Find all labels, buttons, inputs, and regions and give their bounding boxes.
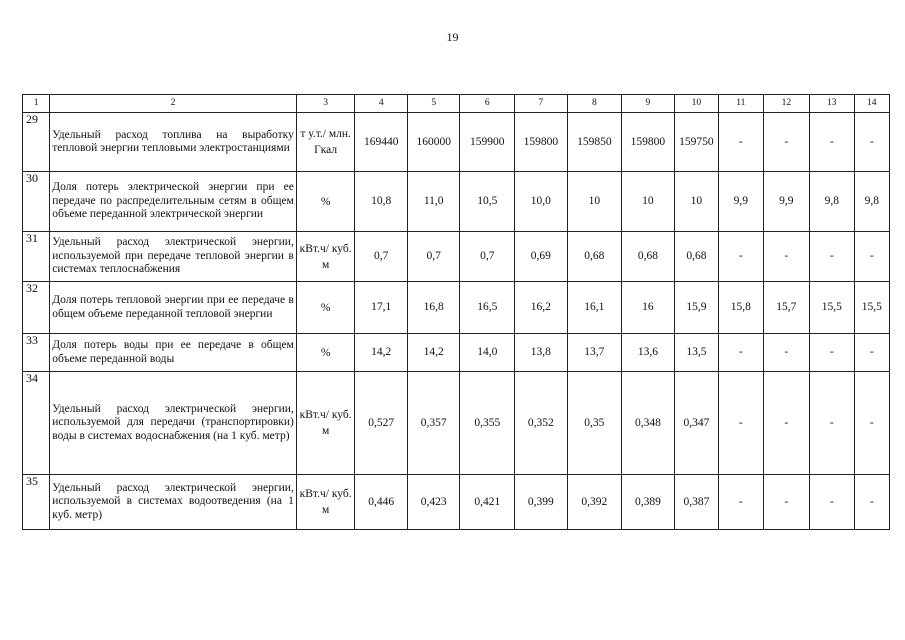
value-cell: 13,5 bbox=[674, 334, 718, 372]
indicator-name: Доля потерь воды при ее передаче в общем объеме переданной воды bbox=[50, 334, 297, 372]
value-cell: 0,68 bbox=[567, 232, 622, 282]
column-number: 4 bbox=[355, 95, 408, 113]
value-cell: 15,9 bbox=[674, 282, 718, 334]
value-cell: 16 bbox=[622, 282, 675, 334]
value-cell: 0,7 bbox=[407, 232, 460, 282]
value-cell: - bbox=[810, 372, 854, 475]
page-number: 19 bbox=[446, 30, 459, 44]
value-cell: 9,9 bbox=[763, 172, 809, 232]
column-number: 6 bbox=[460, 95, 515, 113]
column-number: 7 bbox=[515, 95, 568, 113]
value-cell: 15,5 bbox=[854, 282, 890, 334]
column-number: 5 bbox=[407, 95, 460, 113]
value-cell: - bbox=[854, 334, 890, 372]
value-cell: 0,68 bbox=[674, 232, 718, 282]
table-row bbox=[23, 172, 890, 232]
value-cell: - bbox=[854, 113, 890, 172]
value-cell: 10 bbox=[674, 172, 718, 232]
value-cell: 13,6 bbox=[622, 334, 675, 372]
value-cell: - bbox=[810, 113, 854, 172]
unit-cell: % bbox=[296, 172, 355, 232]
value-cell: 0,68 bbox=[622, 232, 675, 282]
column-number: 14 bbox=[854, 95, 890, 113]
table-row bbox=[23, 113, 890, 172]
value-cell: - bbox=[810, 475, 854, 530]
value-cell: - bbox=[854, 232, 890, 282]
table-row bbox=[23, 475, 890, 530]
table-row bbox=[23, 372, 890, 475]
value-cell: 0,352 bbox=[515, 372, 568, 475]
value-cell: 0,421 bbox=[460, 475, 515, 530]
value-cell: 159800 bbox=[515, 113, 568, 172]
value-cell: 0,392 bbox=[567, 475, 622, 530]
column-number: 8 bbox=[567, 95, 622, 113]
row-number: 30 bbox=[23, 172, 50, 232]
unit-cell: % bbox=[296, 282, 355, 334]
indicator-name: Удельный расход электрической энергии, используемой в системах водоотведения (на 1 куб. метр) bbox=[50, 475, 297, 530]
value-cell: 15,5 bbox=[810, 282, 854, 334]
value-cell: 0,35 bbox=[567, 372, 622, 475]
value-cell: 0,423 bbox=[407, 475, 460, 530]
unit-cell: кВт.ч/ куб. м bbox=[296, 372, 355, 475]
value-cell: 0,527 bbox=[355, 372, 408, 475]
row-number: 34 bbox=[23, 372, 50, 475]
column-number: 13 bbox=[810, 95, 854, 113]
column-number: 12 bbox=[763, 95, 809, 113]
value-cell: 17,1 bbox=[355, 282, 408, 334]
column-number: 1 bbox=[23, 95, 50, 113]
value-cell: 10,0 bbox=[515, 172, 568, 232]
value-cell: - bbox=[854, 372, 890, 475]
value-cell: 14,0 bbox=[460, 334, 515, 372]
value-cell: 0,387 bbox=[674, 475, 718, 530]
value-cell: 10 bbox=[622, 172, 675, 232]
column-number: 9 bbox=[622, 95, 675, 113]
table-row bbox=[23, 232, 890, 282]
column-number: 2 bbox=[50, 95, 297, 113]
row-number: 31 bbox=[23, 232, 50, 282]
value-cell: 0,7 bbox=[460, 232, 515, 282]
value-cell: 9,8 bbox=[854, 172, 890, 232]
value-cell: 0,347 bbox=[674, 372, 718, 475]
value-cell: - bbox=[763, 334, 809, 372]
row-number: 35 bbox=[23, 475, 50, 530]
value-cell: - bbox=[763, 372, 809, 475]
value-cell: - bbox=[719, 113, 763, 172]
value-cell: 159900 bbox=[460, 113, 515, 172]
value-cell: 10 bbox=[567, 172, 622, 232]
header-row bbox=[23, 95, 890, 113]
table-row bbox=[23, 334, 890, 372]
indicators-table bbox=[22, 94, 890, 530]
value-cell: 9,8 bbox=[810, 172, 854, 232]
value-cell: - bbox=[763, 475, 809, 530]
table-row bbox=[23, 282, 890, 334]
value-cell: 14,2 bbox=[407, 334, 460, 372]
indicator-name: Удельный расход топлива на выработку тепловой энергии тепловыми электростанциями bbox=[50, 113, 297, 172]
value-cell: 0,357 bbox=[407, 372, 460, 475]
value-cell: 159750 bbox=[674, 113, 718, 172]
value-cell: 159850 bbox=[567, 113, 622, 172]
value-cell: - bbox=[719, 232, 763, 282]
indicator-name: Удельный расход электрической энергии, используемой для передачи (транспортировки) воды в системах водоснабжения (на 1 куб. метр) bbox=[50, 372, 297, 475]
value-cell: - bbox=[810, 334, 854, 372]
value-cell: 0,69 bbox=[515, 232, 568, 282]
value-cell: 14,2 bbox=[355, 334, 408, 372]
unit-cell: % bbox=[296, 334, 355, 372]
value-cell: 0,399 bbox=[515, 475, 568, 530]
value-cell: 15,8 bbox=[719, 282, 763, 334]
row-number: 29 bbox=[23, 113, 50, 172]
value-cell: - bbox=[854, 475, 890, 530]
value-cell: 15,7 bbox=[763, 282, 809, 334]
column-number: 3 bbox=[296, 95, 355, 113]
value-cell: - bbox=[719, 372, 763, 475]
indicator-name: Доля потерь электрической энергии при ее передаче по распределительным сетям в общем объеме переданной электрической энергии bbox=[50, 172, 297, 232]
value-cell: - bbox=[763, 113, 809, 172]
value-cell: 16,1 bbox=[567, 282, 622, 334]
unit-cell: т у.т./ млн. Гкал bbox=[296, 113, 355, 172]
value-cell: 16,2 bbox=[515, 282, 568, 334]
value-cell: 9,9 bbox=[719, 172, 763, 232]
value-cell: 13,7 bbox=[567, 334, 622, 372]
value-cell: 13,8 bbox=[515, 334, 568, 372]
row-number: 33 bbox=[23, 334, 50, 372]
value-cell: - bbox=[719, 334, 763, 372]
row-number: 32 bbox=[23, 282, 50, 334]
column-number: 11 bbox=[719, 95, 763, 113]
value-cell: 11,0 bbox=[407, 172, 460, 232]
unit-cell: кВт.ч/ куб. м bbox=[296, 232, 355, 282]
value-cell: 10,8 bbox=[355, 172, 408, 232]
indicator-name: Доля потерь тепловой энергии при ее передаче в общем объеме переданной тепловой энергии bbox=[50, 282, 297, 334]
value-cell: 0,348 bbox=[622, 372, 675, 475]
value-cell: 169440 bbox=[355, 113, 408, 172]
value-cell: - bbox=[719, 475, 763, 530]
value-cell: 0,389 bbox=[622, 475, 675, 530]
value-cell: 16,5 bbox=[460, 282, 515, 334]
indicator-name: Удельный расход электрической энергии, используемой при передаче тепловой энергии в системах теплоснабжения bbox=[50, 232, 297, 282]
value-cell: 16,8 bbox=[407, 282, 460, 334]
value-cell: 159800 bbox=[622, 113, 675, 172]
value-cell: 10,5 bbox=[460, 172, 515, 232]
unit-cell: кВт.ч/ куб. м bbox=[296, 475, 355, 530]
column-number: 10 bbox=[674, 95, 718, 113]
value-cell: 160000 bbox=[407, 113, 460, 172]
value-cell: 0,355 bbox=[460, 372, 515, 475]
value-cell: - bbox=[810, 232, 854, 282]
value-cell: 0,446 bbox=[355, 475, 408, 530]
value-cell: - bbox=[763, 232, 809, 282]
value-cell: 0,7 bbox=[355, 232, 408, 282]
